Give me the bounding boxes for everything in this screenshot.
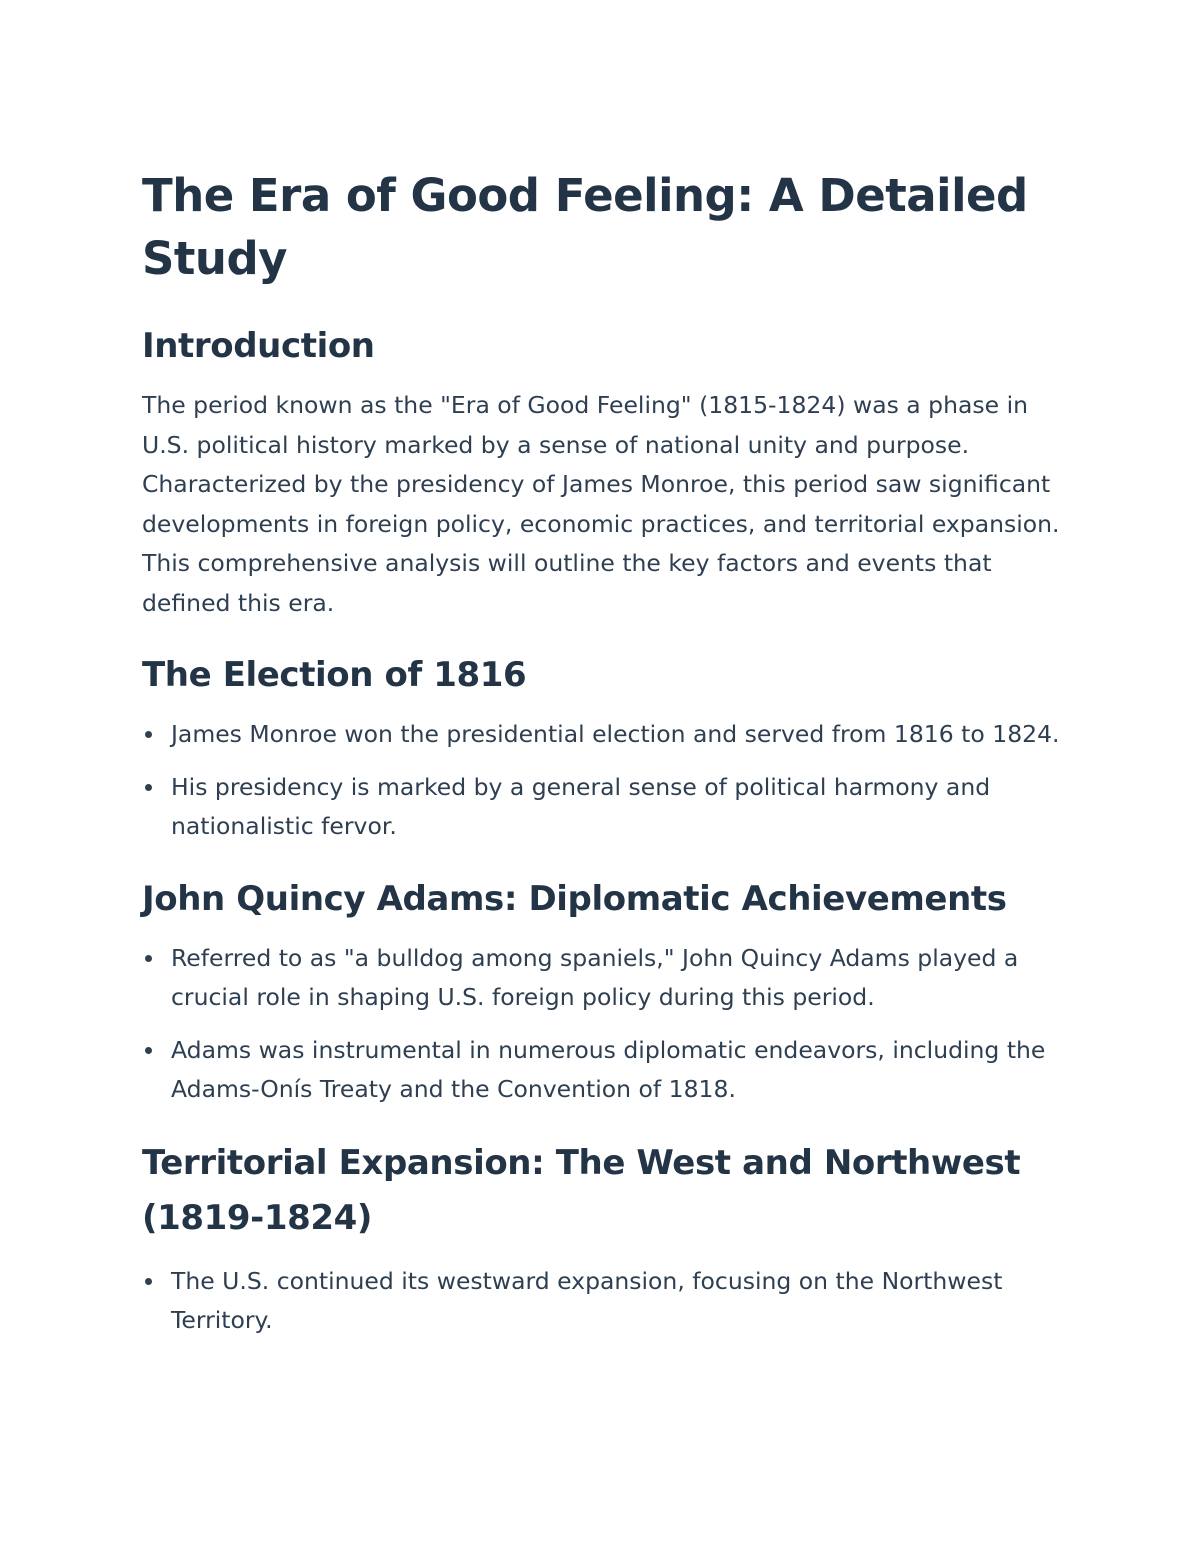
- list-item-text: The U.S. continued its westward expansion, focusing on the Northwest Territory.: [171, 1266, 1003, 1334]
- section-heading-adams-diplomacy: John Quincy Adams: Diplomatic Achievements: [142, 878, 1007, 919]
- list-item-text: His presidency is marked by a general sense of political harmony and nationalistic fervor.: [171, 772, 991, 840]
- bullet-dot-icon: [145, 1047, 152, 1054]
- election-bullet-list: [142, 715, 1062, 847]
- list-item: [142, 939, 1062, 1018]
- section-heading-introduction: Introduction: [142, 326, 375, 366]
- introduction-paragraph: The period known as the "Era of Good Feeling" (1815-1824) was a phase in U.S. political history marked by a sense of national unity and purpose. Characterized by the presidency of James Monroe, this period saw significant developments in foreign policy, economic practices, and territorial expansion. This comprehensive analysis will outline the key factors and events that defined this era.: [142, 391, 1060, 617]
- section-heading-election-1816: The Election of 1816: [142, 655, 527, 695]
- adams-bullet-list: [142, 939, 1062, 1110]
- bullet-dot-icon: [145, 731, 152, 738]
- bullet-dot-icon: [145, 1278, 152, 1285]
- list-item: [142, 1262, 1062, 1341]
- bullet-dot-icon: [145, 955, 152, 962]
- territory-bullet-list: [142, 1262, 1062, 1341]
- list-item: [142, 1031, 1062, 1110]
- list-item-text: Adams was instrumental in numerous diplomatic endeavors, including the Adams-Onís Treaty and the Convention of 1818.: [171, 1035, 1046, 1103]
- document-title: The Era of Good Feeling: A Detailed Study: [142, 169, 1028, 285]
- bullet-dot-icon: [145, 784, 152, 791]
- list-item: [142, 715, 1062, 755]
- list-item-text: James Monroe won the presidential election and served from 1816 to 1824.: [171, 720, 1060, 748]
- list-item: [142, 768, 1062, 847]
- list-item-text: Referred to as "a bulldog among spaniels," John Quincy Adams played a crucial role in shaping U.S. foreign policy during this period.: [171, 943, 1019, 1011]
- section-heading-territorial-expansion: Territorial Expansion: The West and Northwest (1819-1824): [142, 1142, 1021, 1238]
- document-page: [142, 164, 1062, 1341]
